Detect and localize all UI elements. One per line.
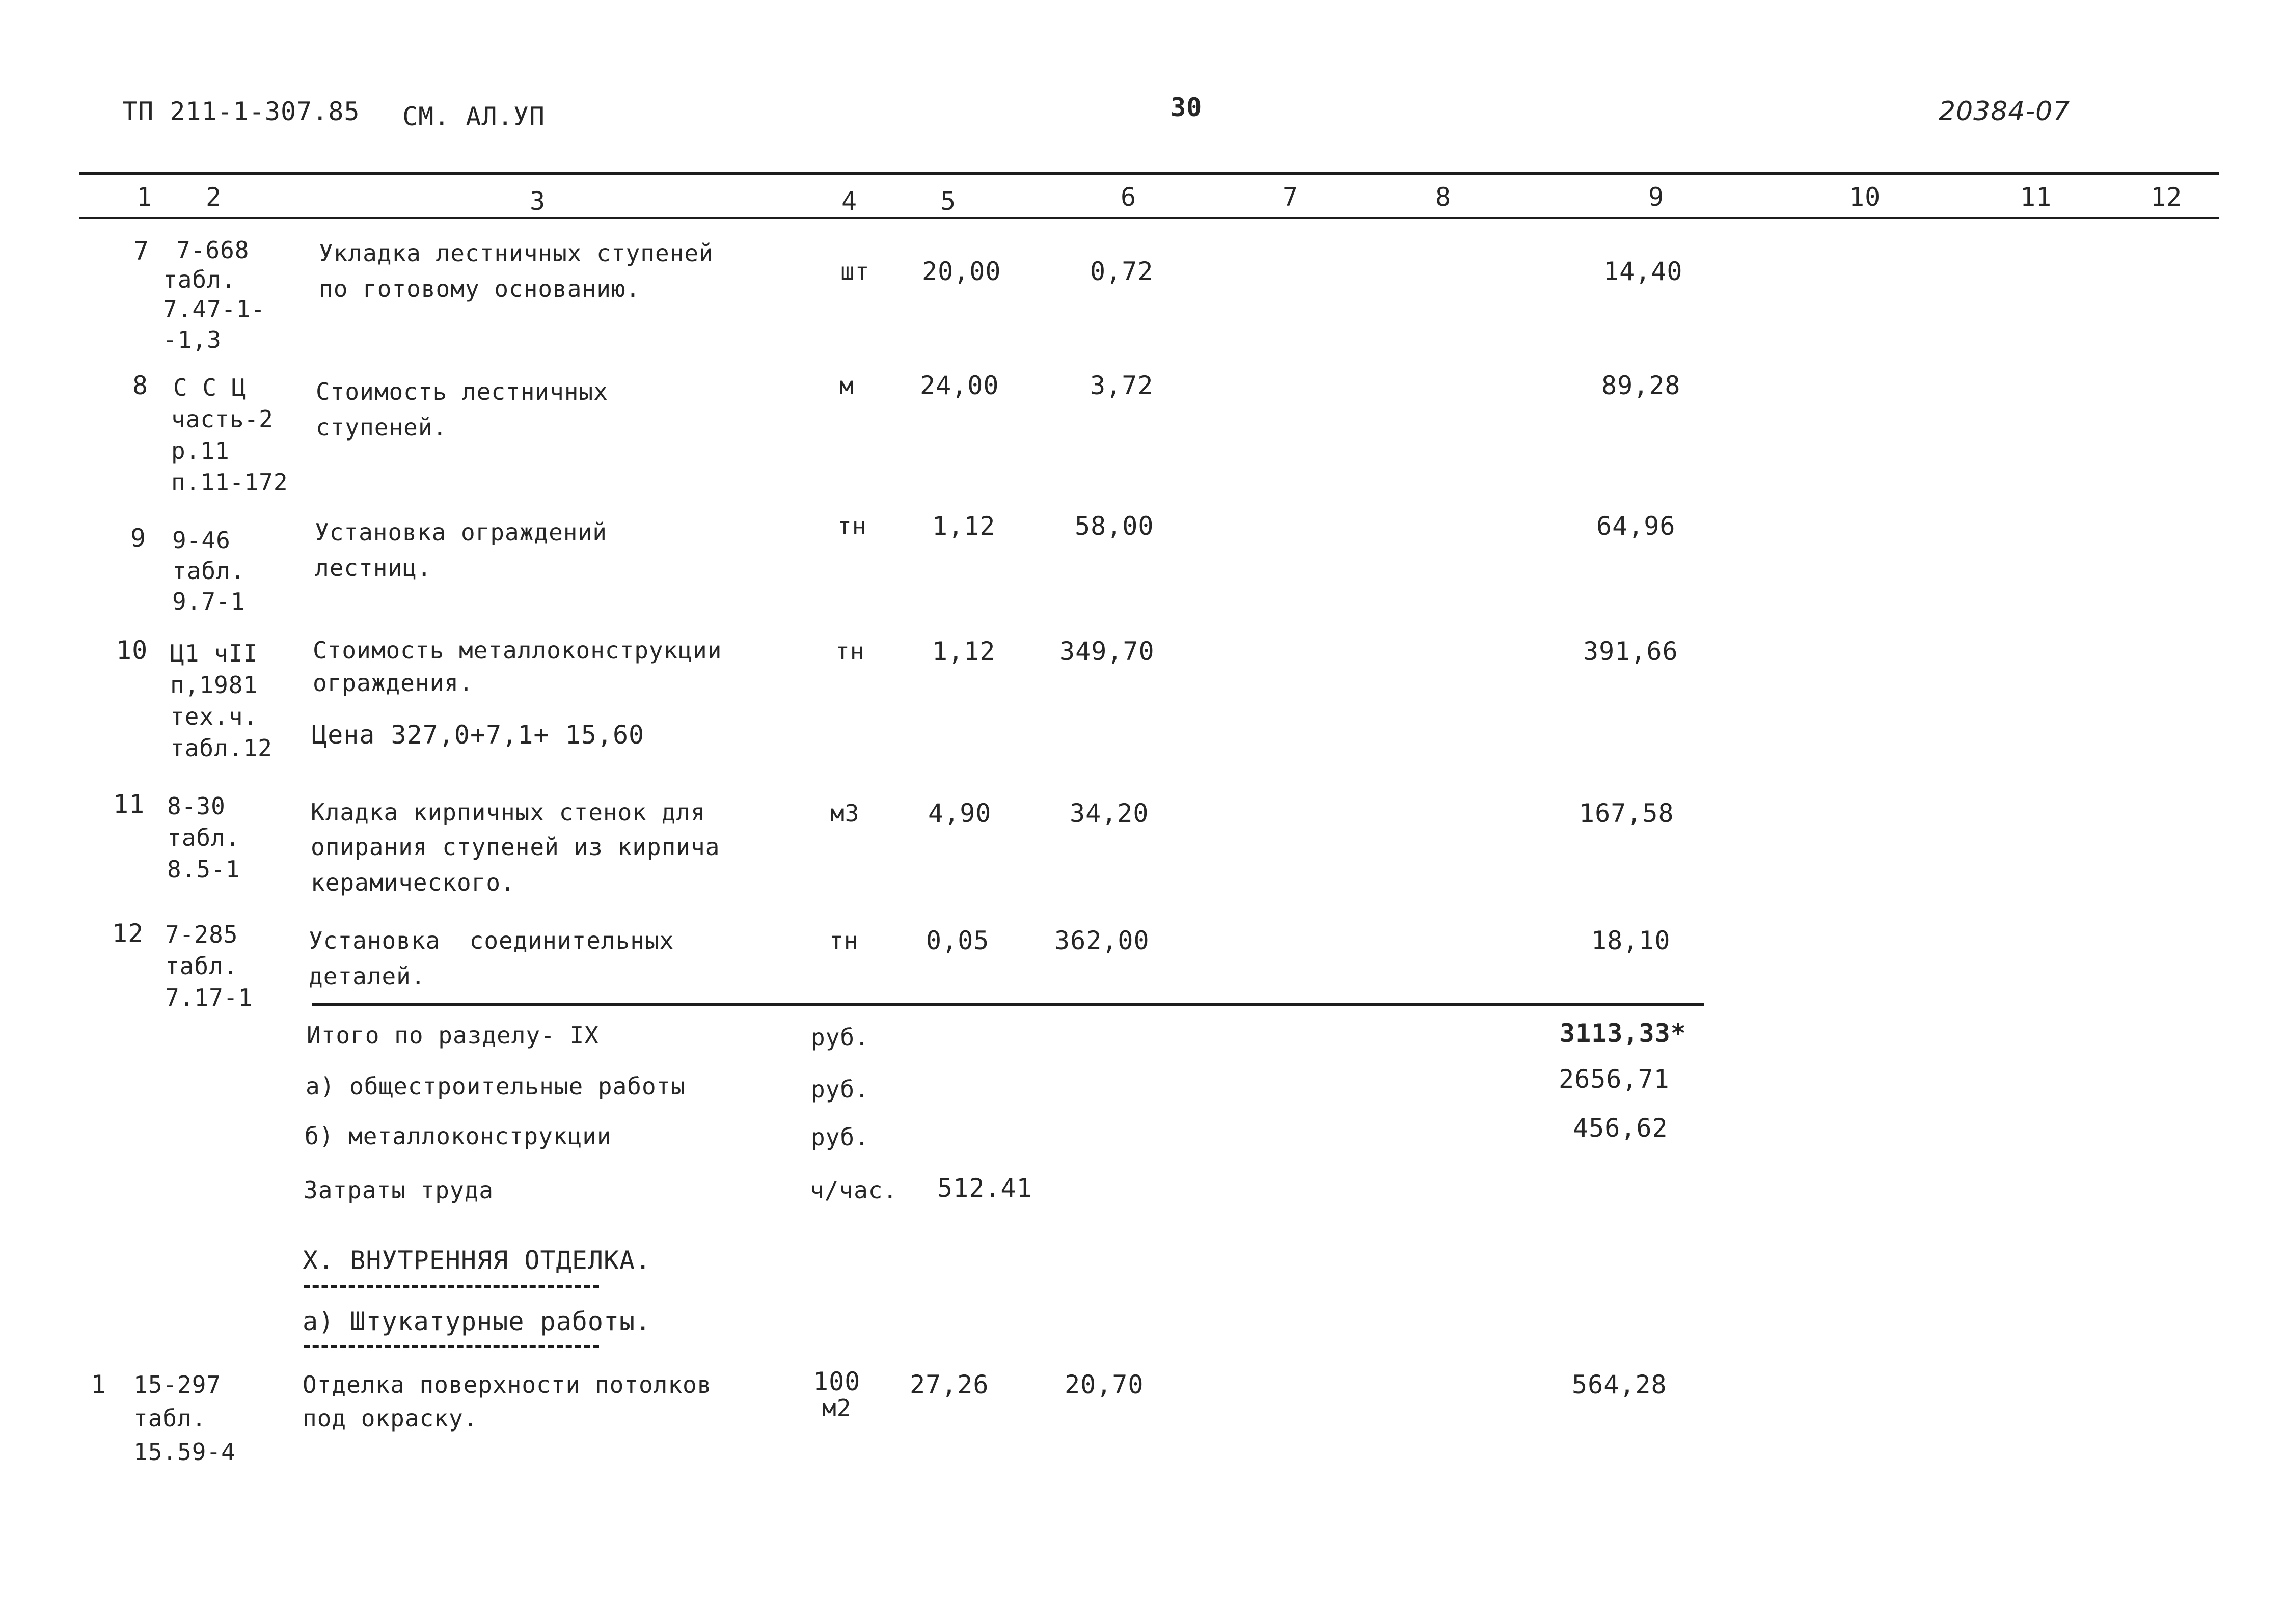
- table-top-rule: [79, 172, 2219, 175]
- total-cell: 89,28: [1601, 371, 1681, 400]
- row-number: 1: [91, 1370, 107, 1399]
- work-name-line: Стоимость лестничных: [316, 378, 608, 405]
- general-works-unit: руб.: [811, 1076, 869, 1103]
- labor-cost-unit: ч/час.: [810, 1176, 898, 1204]
- norm-code-line: тех.ч.: [170, 703, 258, 730]
- section-heading-underline: [304, 1285, 599, 1288]
- norm-code-line: 15-297: [133, 1371, 222, 1398]
- price-cell: 362,00: [1054, 926, 1150, 955]
- work-name-line: по готовому основанию.: [319, 275, 641, 302]
- work-name-line: опирания ступеней из кирпича: [311, 833, 720, 861]
- work-name-line: ступеней.: [316, 414, 448, 441]
- column-header: 8: [1435, 182, 1452, 212]
- table-header-rule: [79, 217, 2219, 219]
- labor-cost-value: 512.41: [937, 1173, 1032, 1203]
- norm-code-line: 8.5-1: [167, 856, 240, 883]
- norm-code-line: 7.47-1-: [163, 295, 265, 323]
- total-cell: 391,66: [1583, 637, 1678, 666]
- norm-code-line: 9.7-1: [172, 588, 246, 615]
- section-total-value: 3113,33*: [1560, 1019, 1686, 1048]
- doc-code: ТП 211-1-307.85: [122, 97, 360, 126]
- unit-cell: м2: [822, 1394, 852, 1422]
- archive-number: 20384-07: [1939, 96, 2071, 127]
- quantity-cell: 20,00: [922, 257, 1001, 286]
- unit-cell: м: [839, 372, 854, 399]
- norm-code-line: табл.: [165, 952, 238, 980]
- column-header: 4: [841, 186, 858, 216]
- norm-code-line: табл.: [133, 1405, 207, 1432]
- row-number: 12: [112, 919, 144, 948]
- norm-code-line: 9-46: [172, 527, 231, 554]
- price-cell: 20,70: [1065, 1370, 1144, 1399]
- quantity-cell: 4,90: [928, 799, 992, 828]
- section-total-label: Итого по разделу- IX: [307, 1022, 599, 1049]
- total-cell: 167,58: [1579, 799, 1674, 828]
- total-cell: 14,40: [1603, 257, 1683, 286]
- column-header: 7: [1283, 182, 1299, 212]
- row-number: 11: [113, 789, 145, 819]
- norm-code-line: п,1981: [170, 671, 258, 699]
- work-name-line: Установка ограждений: [315, 518, 607, 546]
- row-number: 8: [132, 371, 149, 400]
- work-name-line: Отделка поверхности потолков: [303, 1371, 712, 1398]
- general-works-label: а) общестроительные работы: [306, 1072, 686, 1100]
- metal-structures-value: 456,62: [1573, 1113, 1668, 1143]
- column-header: 11: [2020, 182, 2052, 212]
- norm-code-line: -1,3: [163, 326, 222, 353]
- norm-code-line: табл.12: [170, 734, 273, 762]
- norm-code-line: табл.: [167, 824, 240, 851]
- column-header: 9: [1648, 182, 1665, 212]
- work-name-line: под окраску.: [303, 1405, 478, 1432]
- norm-code-line: табл.: [172, 557, 246, 585]
- column-header: 3: [530, 186, 546, 216]
- quantity-cell: 1,12: [932, 637, 996, 666]
- metal-structures-label: б) металлоконструкции: [305, 1122, 612, 1150]
- section-heading: Х. ВНУТРЕННЯЯ ОТДЕЛКА.: [303, 1246, 651, 1275]
- row-number: 9: [130, 524, 147, 553]
- unit-cell: тн: [829, 927, 859, 954]
- work-name-line: Укладка лестничных ступеней: [319, 239, 714, 267]
- section-reference: СМ. АЛ.УП: [402, 102, 545, 131]
- column-header: 1: [137, 182, 153, 212]
- price-cell: 58,00: [1075, 511, 1154, 541]
- norm-code-line: 7-285: [165, 921, 238, 948]
- price-note: Цена 327,0+7,1+ 15,60: [312, 720, 645, 750]
- column-header: 10: [1849, 182, 1881, 212]
- price-cell: 3,72: [1090, 371, 1154, 400]
- row-number: 7: [133, 236, 150, 266]
- norm-code-line: часть-2: [171, 405, 274, 433]
- unit-cell: тн: [835, 638, 865, 665]
- work-name-line: ограждения.: [313, 669, 474, 697]
- work-name-line: Установка соединительных: [309, 927, 674, 954]
- norm-code-line: п.11-172: [171, 469, 288, 496]
- section-total-unit: руб.: [811, 1024, 869, 1051]
- unit-cell: шт: [840, 258, 870, 285]
- column-header: 5: [940, 186, 957, 216]
- work-name-line: Стоимость металлоконструкции: [313, 637, 722, 664]
- work-name-line: керамического.: [311, 869, 515, 896]
- unit-cell: 100: [813, 1367, 861, 1396]
- quantity-cell: 24,00: [920, 371, 999, 400]
- unit-cell: тн: [837, 512, 867, 540]
- norm-code-line: 7.17-1: [165, 984, 253, 1011]
- column-header: 2: [206, 182, 222, 212]
- norm-code-line: 7-668: [176, 236, 250, 264]
- norm-code-line: 15.59-4: [133, 1438, 236, 1466]
- total-cell: 64,96: [1596, 511, 1676, 541]
- work-name-line: деталей.: [309, 962, 426, 990]
- total-cell: 18,10: [1591, 926, 1671, 955]
- row-number: 10: [116, 636, 148, 665]
- metal-structures-unit: руб.: [811, 1123, 869, 1151]
- norm-code-line: Ц1 чII: [170, 640, 258, 667]
- page-number: 30: [1171, 93, 1203, 122]
- norm-code-line: р.11: [171, 437, 230, 464]
- labor-cost-label: Затраты труда: [304, 1176, 494, 1204]
- price-cell: 349,70: [1059, 637, 1155, 666]
- subsection-heading-underline: [304, 1345, 599, 1348]
- subtotal-rule: [312, 1003, 1704, 1006]
- price-cell: 0,72: [1090, 257, 1154, 286]
- norm-code-line: табл.: [163, 266, 236, 293]
- total-cell: 564,28: [1572, 1370, 1667, 1399]
- column-header: 12: [2151, 182, 2183, 212]
- norm-code-line: С С Ц: [173, 374, 247, 401]
- work-name-line: Кладка кирпичных стенок для: [311, 799, 705, 826]
- unit-cell: м3: [830, 800, 860, 827]
- quantity-cell: 0,05: [926, 926, 990, 955]
- norm-code-line: 8-30: [167, 792, 226, 820]
- general-works-value: 2656,71: [1559, 1064, 1670, 1094]
- price-cell: 34,20: [1070, 799, 1149, 828]
- quantity-cell: 1,12: [932, 511, 996, 541]
- subsection-heading: а) Штукатурные работы.: [303, 1307, 651, 1336]
- column-header: 6: [1121, 182, 1137, 212]
- work-name-line: лестниц.: [315, 554, 432, 582]
- quantity-cell: 27,26: [910, 1370, 989, 1399]
